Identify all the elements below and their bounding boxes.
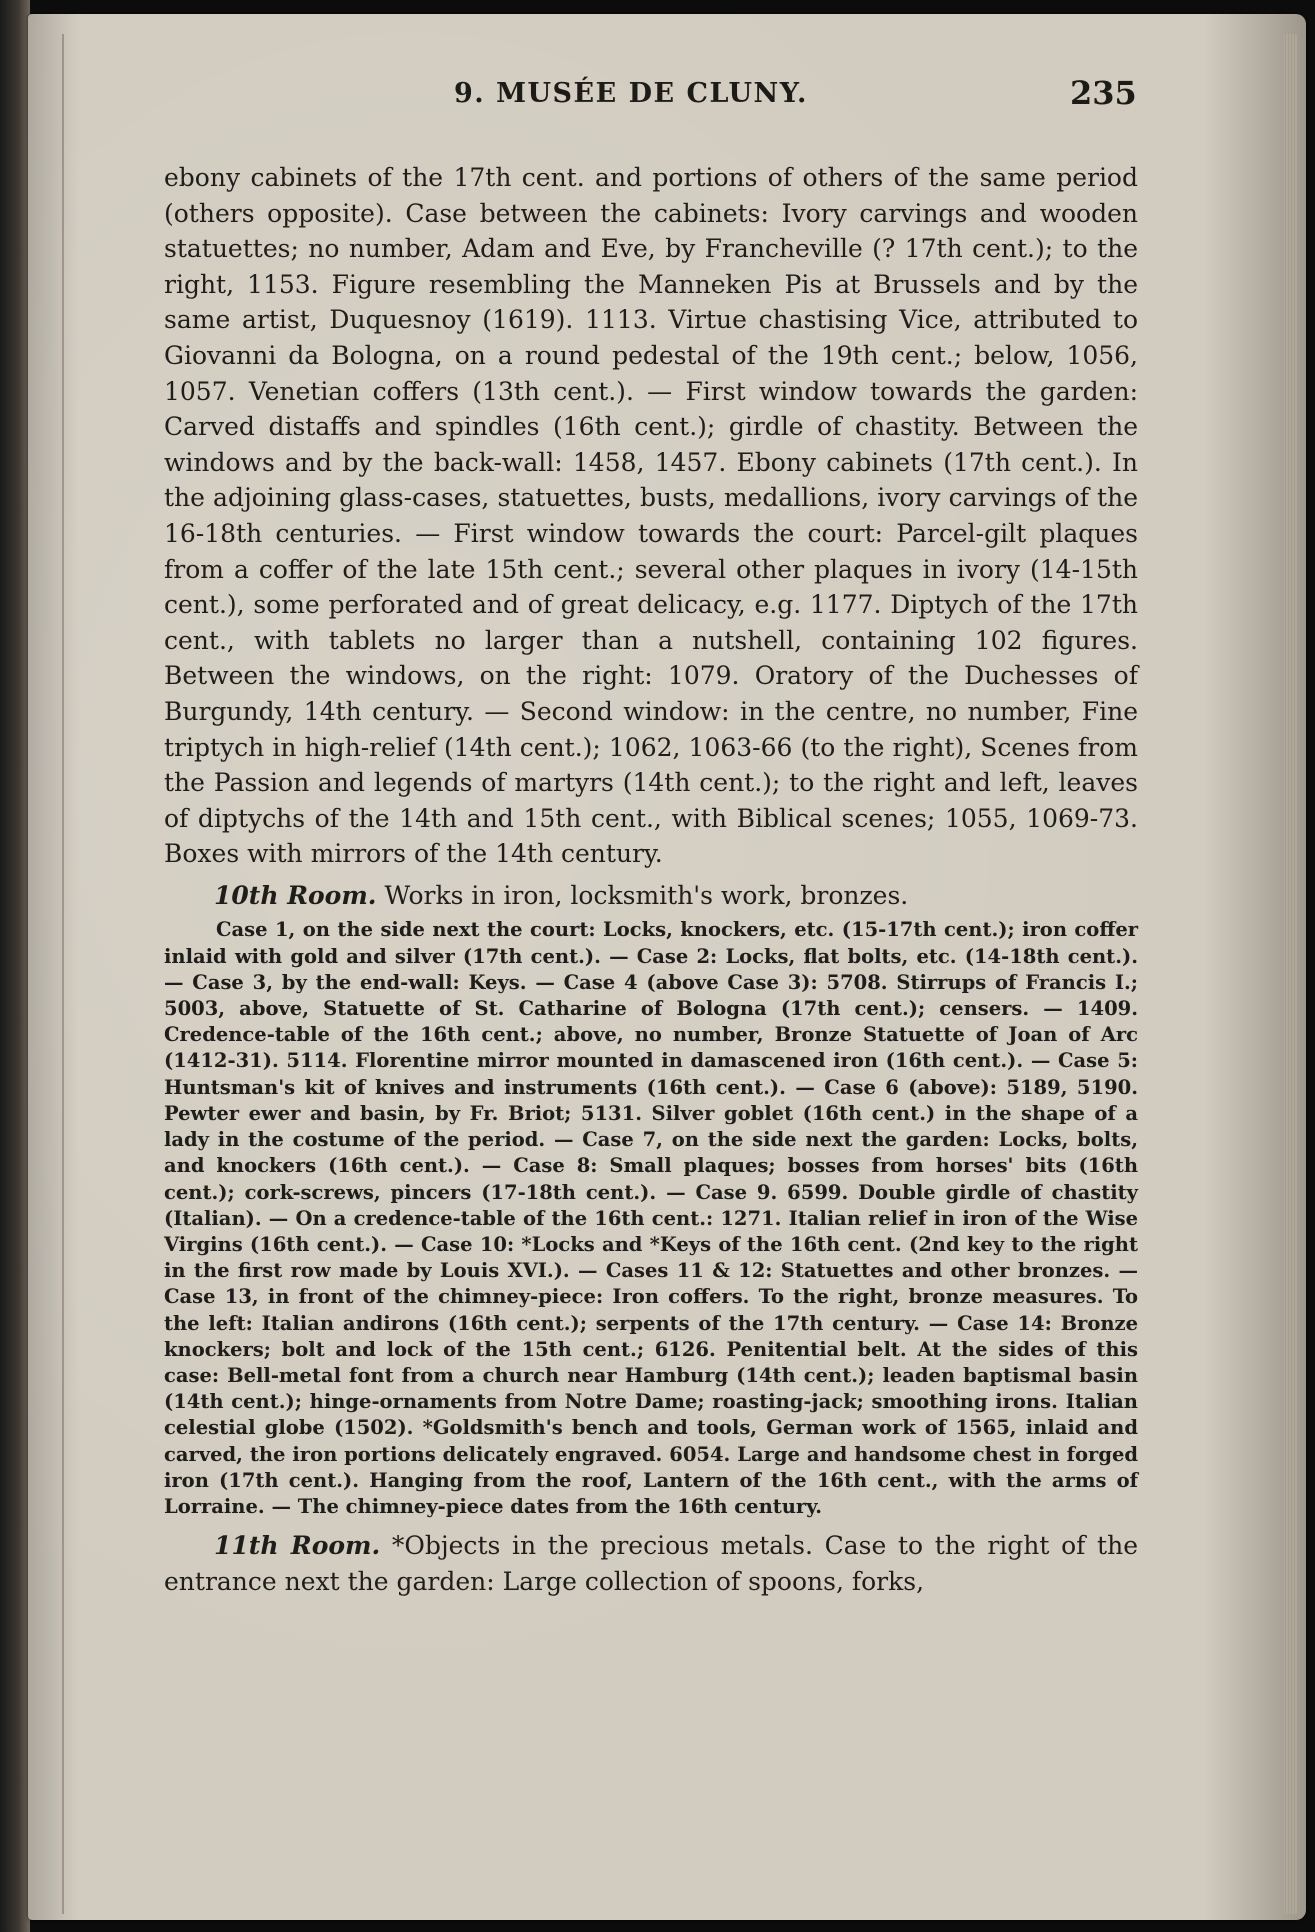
page-header — [0, 74, 1315, 122]
page-number: 235 — [1070, 74, 1137, 112]
page-edge-stack — [1284, 34, 1298, 1914]
room-11-intro: *Objects in the precious metals. Case to the right of the entrance next the garden: Large collection of spoons, forks, — [164, 1531, 1138, 1596]
running-head: 9. MUSÉE DE CLUNY. — [454, 78, 808, 109]
book-spine-shadow — [0, 0, 30, 1932]
gutter-line — [62, 34, 64, 1914]
paragraph-continuation: ebony cabinets of the 17th cent. and portions of others of the same period (others opposite). Case between the cabinets: Ivory carvings and wooden statuettes; no number, Adam and Eve, by Francheville (? 17th cent.); to the right, 1153. Figure resembling the Manneken Pis at Brussels and by the same artist, Duquesnoy (1619). 1113. Virtue chastising Vice, attributed to Giovanni da Bologna, on a round pedestal of the 19th cent.; below, 1056, 1057. Venetian coffers (13th cent.). — First window towards the garden: Carved distaffs and spindles (16th cent.); girdle of chastity. Between the windows and by the back-wall: 1458, 1457. Ebony cabinets (17th cent.). In the adjoining glass-cases, statuettes, busts, medallions, ivory carvings of the 16-18th centuries. — First window towards the court: Parcel-gilt plaques from a coffer of the late 15th cent.; several other plaques in ivory (14-15th cent.), some perforated and of great delicacy, e.g. 1177. Diptych of the 17th cent., with tablets no larger than a nutshell, containing 102 figures. Between the windows, on the right: 1079. Oratory of the Duchesses of Burgundy, 14th century. — Second window: in the centre, no number, Fine triptych in high-relief (14th cent.); 1062, 1063-66 (to the right), Scenes from the Passion and legends of martyrs (14th cent.); to the right and left, leaves of diptychs of the 14th and 15th cent., with Biblical scenes; 1055, 1069-73. Boxes with mirrors of the 14th century. — [164, 163, 1138, 869]
page-body — [164, 160, 1138, 1599]
room-10-detail: Case 1, on the side next the court: Locks, knockers, etc. (15-17th cent.); iron coffer inlaid with gold and silver (17th cent.). — Case 2: Locks, flat bolts, etc. (14-18th cent.). — Case 3, by the end-wall: Keys. — Case 4 (above Case 3): 5708. Stirrups of Francis I.; 5003, above, Statuette of St. Catharine of Bologna (17th cent.); censers. — 1409. Credence-table of the 16th cent.; above, no number, Bronze Statuette of Joan of Arc (1412-31). 5114. Florentine mirror mounted in damascened iron (16th cent.). — Case 5: Huntsman's kit of knives and instruments (16th cent.). — Case 6 (above): 5189, 5190. Pewter ewer and basin, by Fr. Briot; 5131. Silver goblet (16th cent.) in the shape of a lady in the costume of the period. — Case 7, on the side next the garden: Locks, bolts, and knockers (16th cent.). — Case 8: Small plaques; bosses from horses' bits (16th cent.); cork-screws, pincers (17-18th cent.). — Case 9. 6599. Double girdle of chastity (Italian). — On a credence-table of the 16th cent.: 1271. Italian relief in iron of the Wise Virgins (16th cent.). — Case 10: *Locks and *Keys of the 16th cent. (2nd key to the right in the first row made by Louis XVI.). — Cases 11 & 12: Statuettes and other bronzes. — Case 13, in front of the chimney-piece: Iron coffers. To the right, bronze measures. To the left: Italian andirons (16th cent.); serpents of the 17th century. — Case 14: Bronze knockers; bolt and lock of the 15th cent.; 6126. Penitential belt. At the sides of this case: Bell-metal font from a church near Hamburg (14th cent.); leaden baptismal basin (14th cent.); hinge-ornaments from Notre Dame; roasting-jack; smoothing irons. Italian celestial globe (1502). *Goldsmith's bench and tools, German work of 1565, inlaid and carved, the iron portions delicately engraved. 6054. Large and handsome chest in forged iron (17th cent.). Hanging from the roof, Lantern of the 16th cent., with the arms of Lorraine. — The chimney-piece dates from the 16th century. — [164, 918, 1138, 1518]
room-10-title: 10th Room. — [214, 880, 377, 910]
main-text — [164, 160, 1138, 913]
room-10-intro: Works in iron, locksmith's work, bronzes. — [384, 880, 909, 910]
room-11-title: 11th Room. — [214, 1531, 381, 1561]
room-11-heading-paragraph — [164, 1528, 1138, 1599]
room-10-heading-paragraph — [164, 878, 1138, 914]
main-text-2 — [164, 1528, 1138, 1599]
